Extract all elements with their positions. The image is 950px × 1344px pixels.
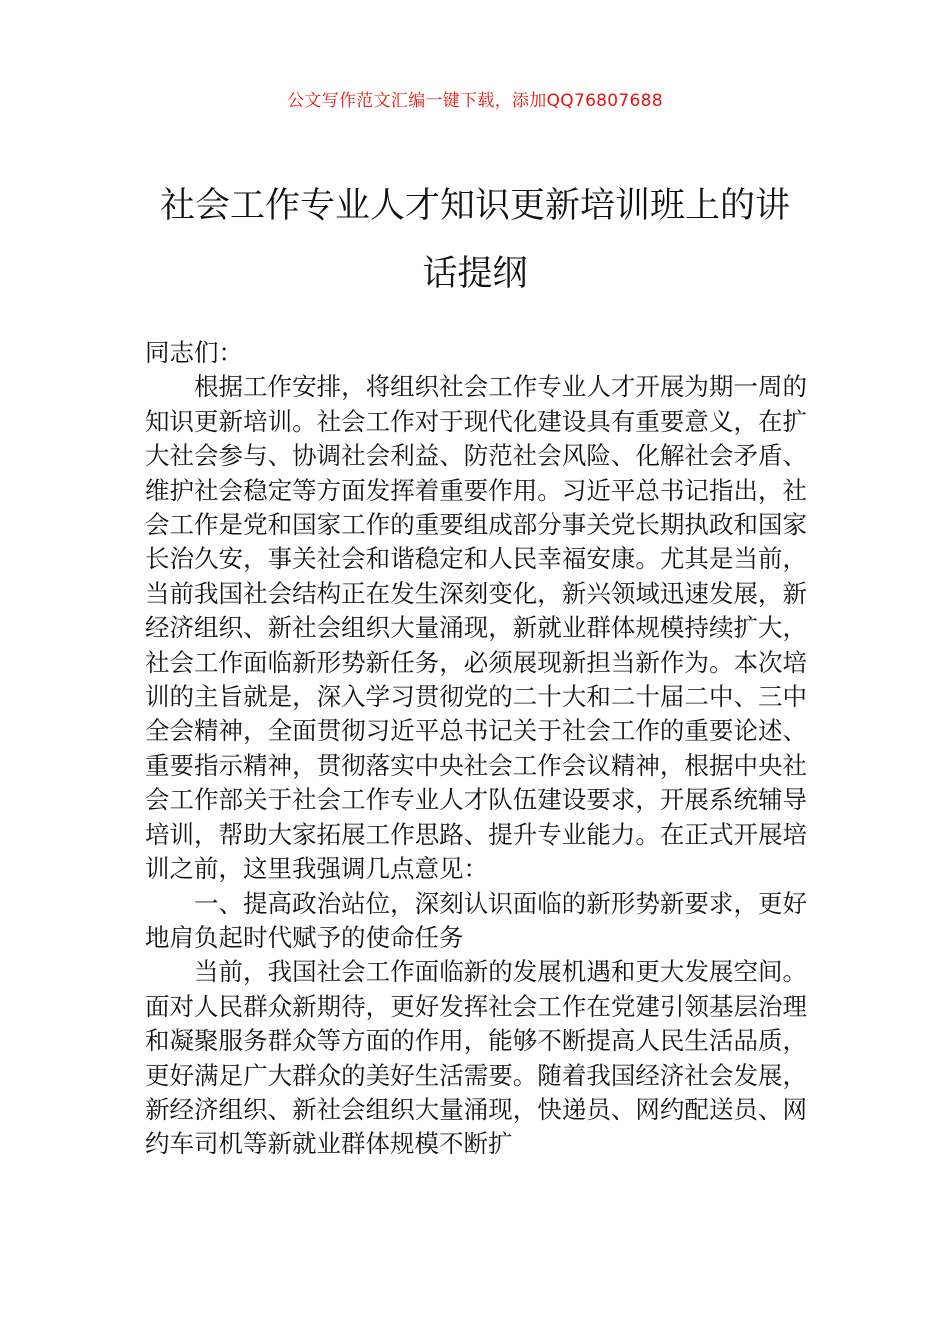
salutation: 同志们： <box>145 338 243 367</box>
document-title: 社会工作专业人才知识更新培训班上的讲话提纲 <box>159 186 790 294</box>
document-body <box>145 336 807 1162</box>
body-paragraph-section-one: 当前，我国社会工作面临新的发展机遇和更大发展空间。面对人民群众新期待，更好发挥社会工作在党建引领基层治理和凝聚服务群众等方面的作用，能够不断提高人民生活品质，更好满足广大群众的美好生活需要。随着我国经济社会发展，新经济组织、新社会组织大量涌现，快递员、网约配送员、网约车司机等新就业群体规模不断扩 <box>145 957 807 1159</box>
body-paragraph-intro: 根据工作安排，将组织社会工作专业人才开展为期一周的知识更新培训。社会工作对于现代化建设具有重要意义，在扩大社会参与、协调社会利益、防范社会风险、化解社会矛盾、维护社会稳定等方面发挥着重要作用。习近平总书记指出，社会工作是党和国家工作的重要组成部分事关党长期执政和国家长治久安，事关社会和谐稳定和人民幸福安康。尤其是当前，当前我国社会结构正在发生深刻变化，新兴领域迅速发展，新经济组织、新社会组织大量涌现，新就业群体规模持续扩大，社会工作面临新形势新任务，必须展现新担当新作为。本次培训的主旨就是，深入学习贯彻党的二十大和二十届二中、三中全会精神，全面贯彻习近平总书记关于社会工作的重要论述、重要指示精神，贯彻落实中央社会工作会议精神，根据中央社会工作部关于社会工作专业人才队伍建设要求，开展系统辅导培训，帮助大家拓展工作思路、提升专业能力。在正式开展培训之前，这里我强调几点意见： <box>145 372 807 884</box>
section-heading-one: 一、提高政治站位，深刻认识面临的新形势新要求，更好地肩负起时代赋予的使命任务 <box>145 888 807 952</box>
header-download-note: 公文写作范文汇编一键下载，添加QQ76807688 <box>287 91 663 111</box>
